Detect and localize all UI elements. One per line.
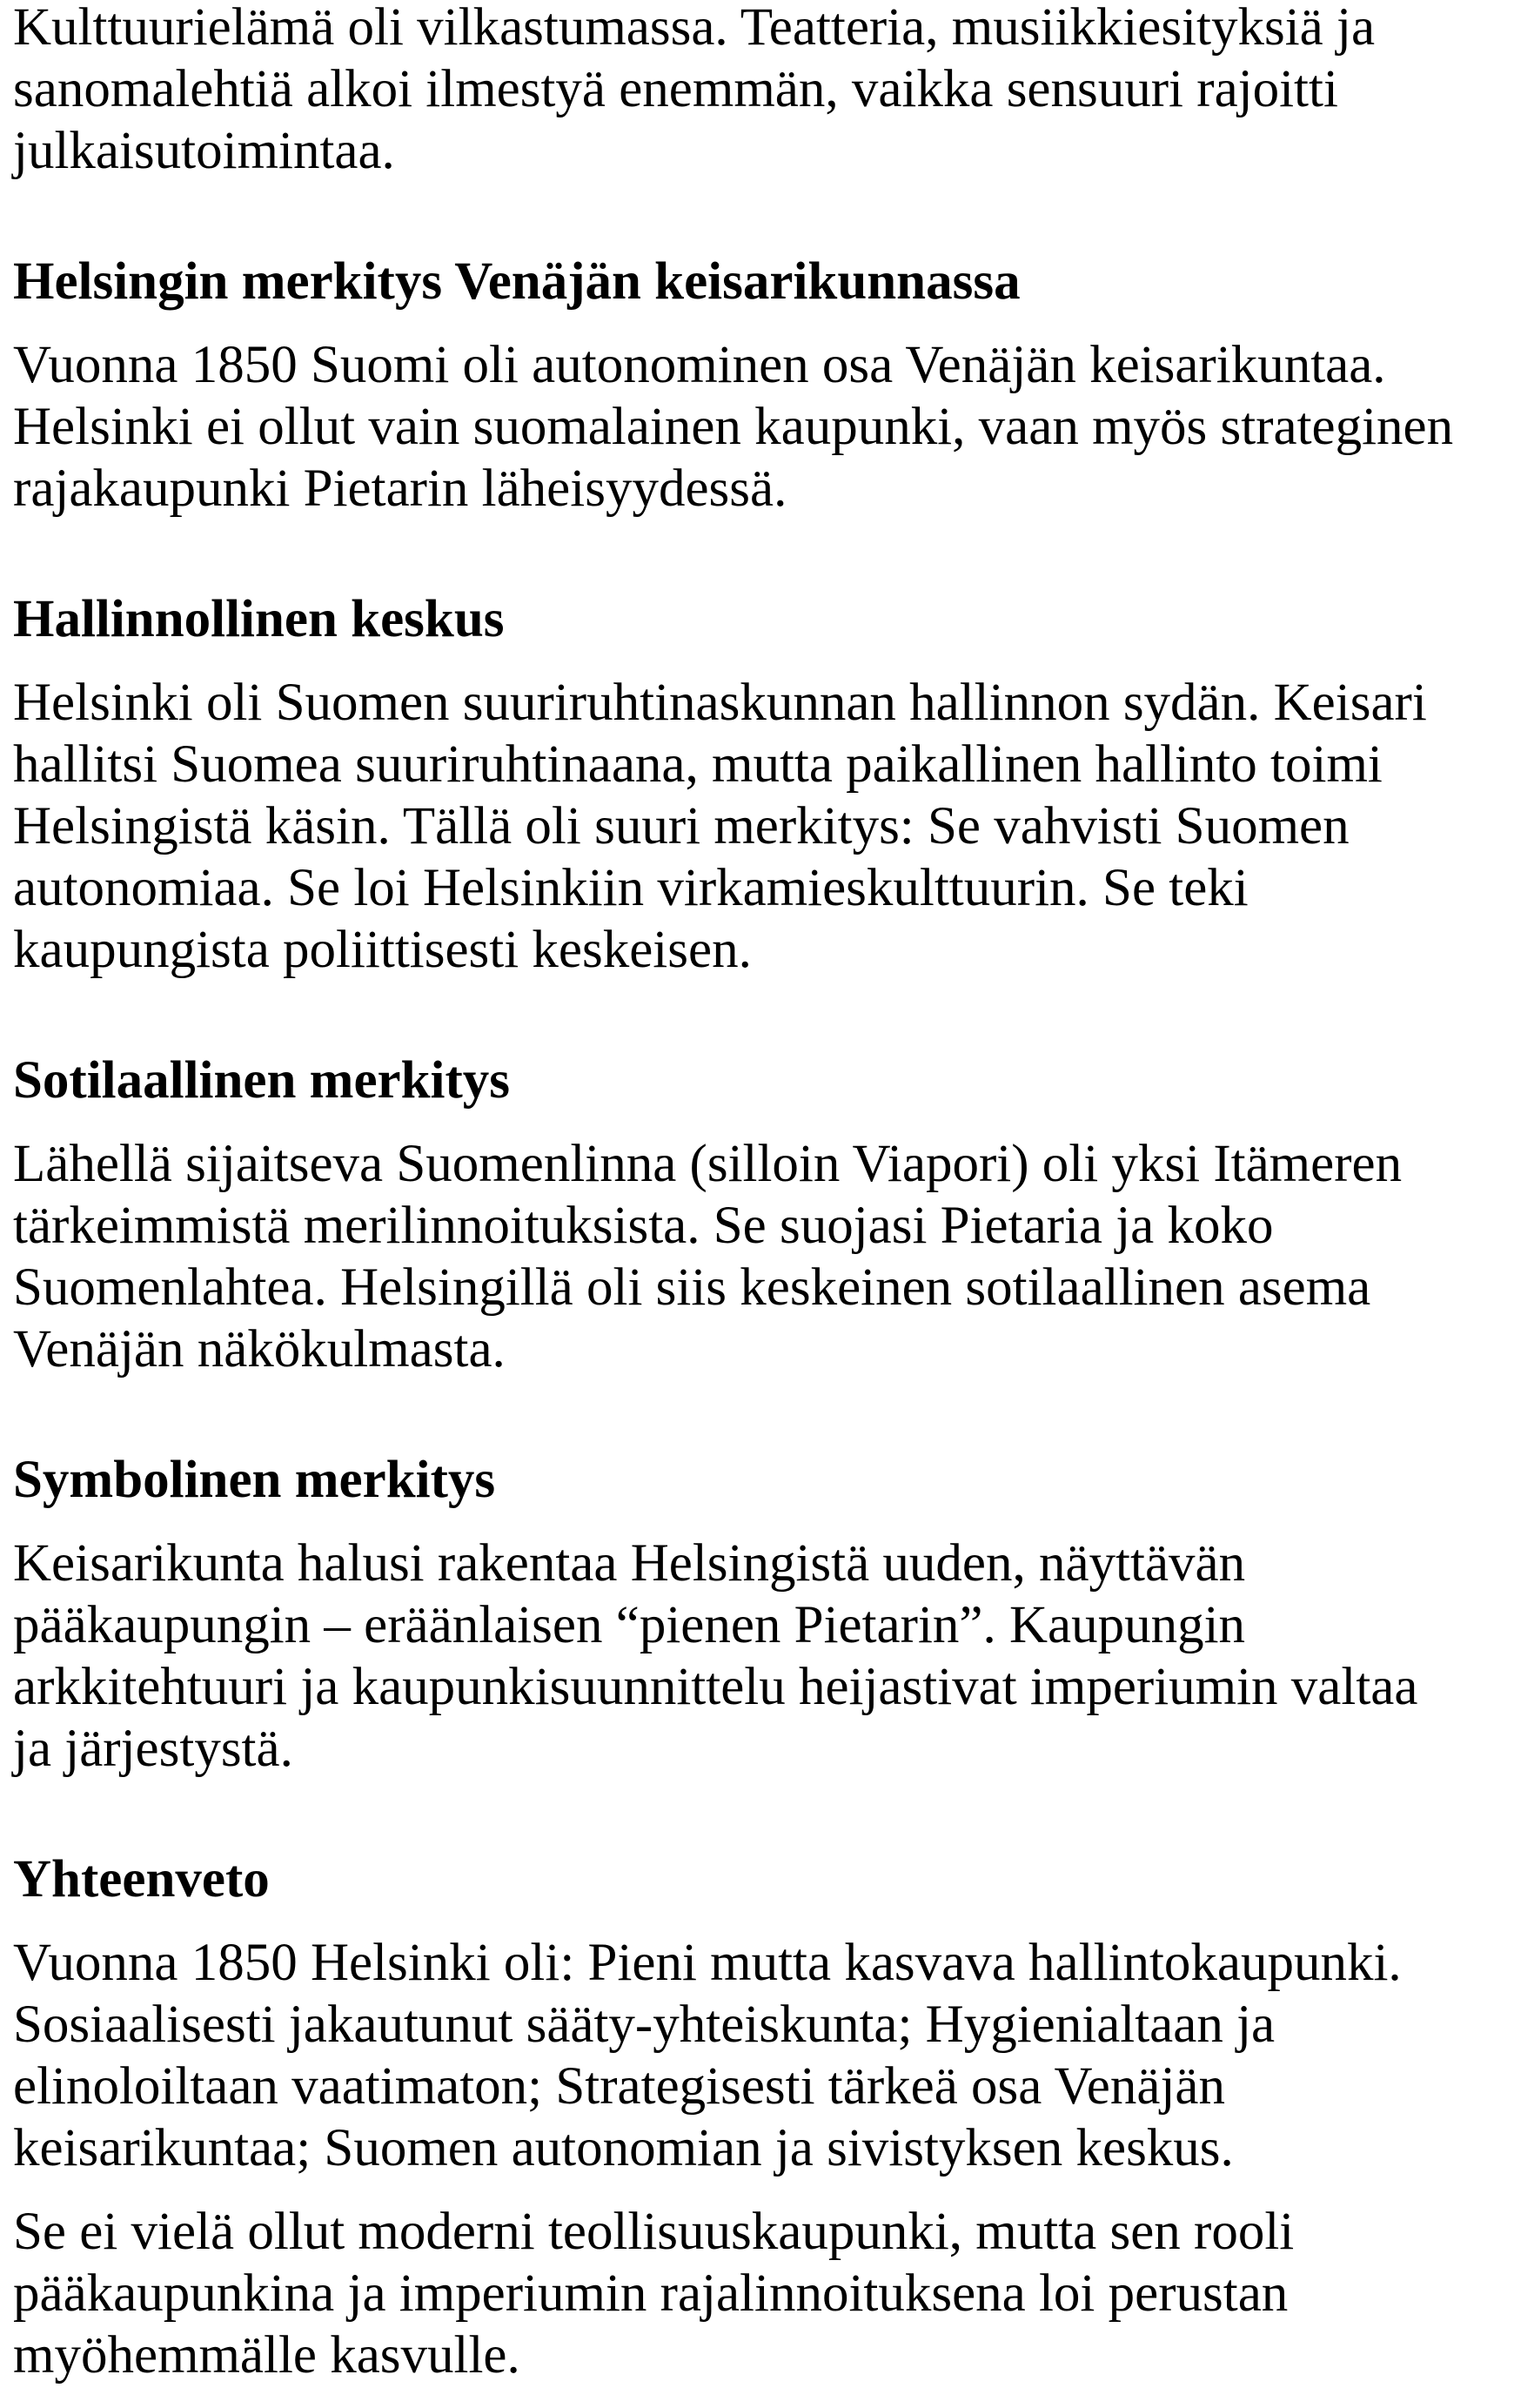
- section-heading-hallinnollinen-keskus: Hallinnollinen keskus: [13, 590, 505, 648]
- section-heading-symbolinen-merkitys: Symbolinen merkitys: [13, 1451, 496, 1509]
- document-body: [13, 0, 1501, 2408]
- text-line: pääkaupunkina ja imperiumin rajalinnoituksena loi perustan: [13, 2264, 1289, 2323]
- text-line: Se ei vielä ollut moderni teollisuuskaupunki, mutta sen rooli: [13, 2203, 1295, 2261]
- section-paragraph: [13, 1533, 1501, 1780]
- section-paragraph: [13, 1133, 1501, 1380]
- text-line: Helsinki oli Suomen suuriruhtinaskunnan hallinnon sydän. Keisari: [13, 674, 1427, 732]
- text-line: Venäjän näkökulmasta.: [13, 1320, 506, 1378]
- text-line: Vuonna 1850 Suomi oli autonominen osa Venäjän keisarikuntaa.: [13, 336, 1386, 394]
- text-line: ja järjestystä.: [13, 1720, 293, 1778]
- text-line: Vuonna 1850 Helsinki oli: Pieni mutta kasvava hallintokaupunki.: [13, 1934, 1402, 1992]
- text-line: pääkaupungin – eräänlaisen “pienen Pietarin”. Kaupungin: [13, 1596, 1246, 1654]
- section-paragraph: [13, 2201, 1501, 2386]
- section-heading-sotilaallinen-merkitys: Sotilaallinen merkitys: [13, 1051, 511, 1110]
- text-line: tärkeimmistä merilinnoituksista. Se suojasi Pietaria ja koko: [13, 1197, 1274, 1255]
- text-line: autonomiaa. Se loi Helsinkiin virkamieskulttuurin. Se teki: [13, 859, 1249, 917]
- intro-paragraph: [13, 0, 1501, 182]
- text-line: Helsingistä käsin. Tällä oli suuri merkitys: Se vahvisti Suomen: [13, 797, 1350, 855]
- text-line: kaupungista poliittisesti keskeisen.: [13, 921, 752, 979]
- section-heading-yhteenveto: Yhteenveto: [13, 1850, 270, 1908]
- section-heading-helsingin-merkitys: Helsingin merkitys Venäjän keisarikunnassa: [13, 252, 1021, 311]
- text-line: Sosiaalisesti jakautunut sääty-yhteiskunta; Hygienialtaan ja: [13, 1995, 1276, 2054]
- text-line: julkaisutoimintaa.: [13, 122, 395, 180]
- text-line: Kulttuurielämä oli vilkastumassa. Teatteria, musiikkiesityksiä ja: [13, 0, 1376, 57]
- section-paragraph: [13, 672, 1501, 981]
- text-line: Suomenlahtea. Helsingillä oli siis keskeinen sotilaallinen asema: [13, 1258, 1371, 1317]
- text-line: arkkitehtuuri ja kaupunkisuunnittelu heijastivat imperiumin valtaa: [13, 1658, 1418, 1716]
- text-line: keisarikuntaa; Suomen autonomian ja sivistyksen keskus.: [13, 2119, 1234, 2177]
- text-line: Keisarikunta halusi rakentaa Helsingistä uuden, näyttävän: [13, 1534, 1246, 1593]
- text-line: rajakaupunki Pietarin läheisyydessä.: [13, 459, 787, 518]
- text-line: hallitsi Suomea suuriruhtinaana, mutta paikallinen hallinto toimi: [13, 735, 1383, 794]
- text-line: sanomalehtiä alkoi ilmestyä enemmän, vaikka sensuuri rajoitti: [13, 60, 1338, 118]
- text-line: elinoloiltaan vaatimaton; Strategisesti tärkeä osa Venäjän: [13, 2057, 1225, 2116]
- text-line: myöhemmälle kasvulle.: [13, 2326, 520, 2385]
- section-paragraph: [13, 334, 1501, 520]
- section-paragraph: [13, 1932, 1501, 2179]
- text-line: Lähellä sijaitseva Suomenlinna (silloin Viapori) oli yksi Itämeren: [13, 1135, 1403, 1193]
- text-line: Helsinki ei ollut vain suomalainen kaupunki, vaan myös strateginen: [13, 398, 1454, 456]
